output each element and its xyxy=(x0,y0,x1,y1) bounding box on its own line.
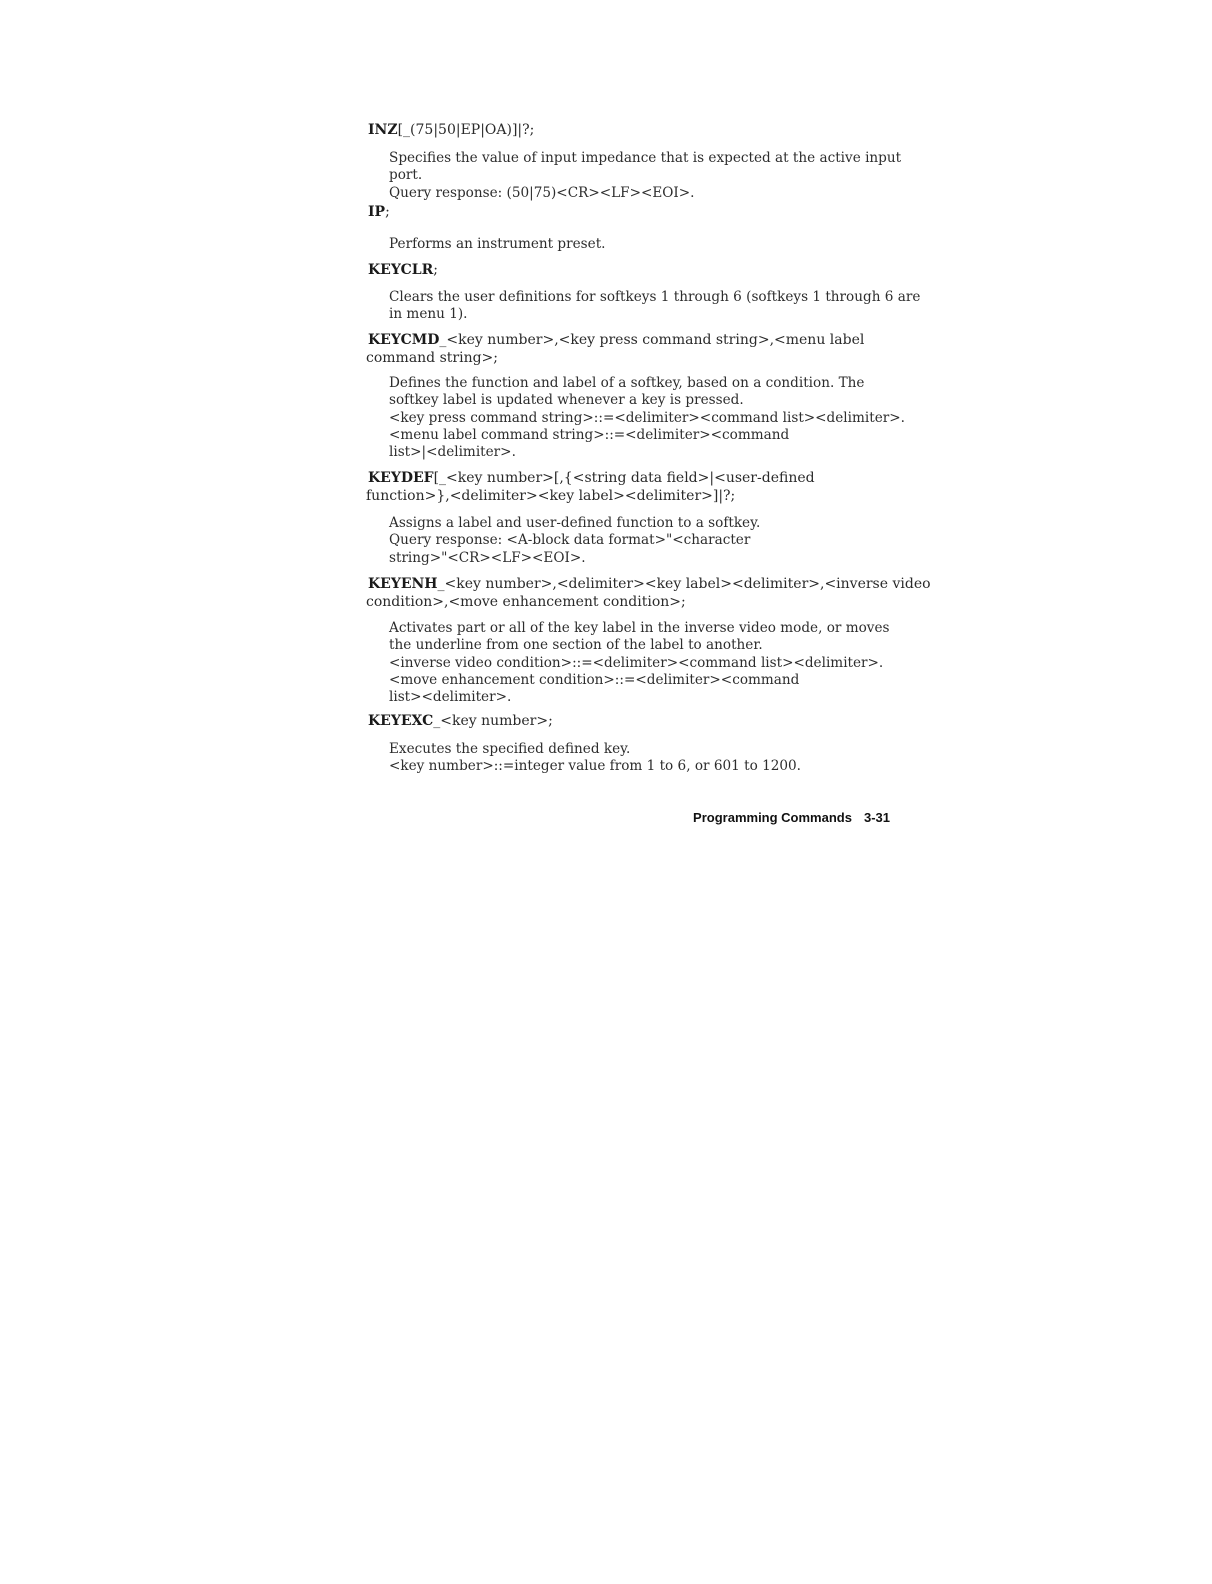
description-line: Assigns a label and user-defined function to a softkey. xyxy=(389,515,761,531)
description-line: list>|<delimiter>. xyxy=(389,444,516,461)
command-name: KEYDEF xyxy=(368,470,434,486)
command-syntax: [_(75|50|EP|OA)]|?; xyxy=(397,122,535,138)
command-name: KEYEXC xyxy=(368,713,434,729)
description-line: list><delimiter>. xyxy=(389,689,512,706)
command-syntax: [_<key number>[,{<string data field>|<user-defined xyxy=(433,470,815,486)
description-line: the underline from one section of the label to another. xyxy=(389,637,763,654)
command-heading-keycmd xyxy=(368,332,898,367)
command-syntax: _<key number>,<key press command string>,<menu label xyxy=(439,332,865,348)
command-name: KEYCMD xyxy=(368,332,440,348)
description-line: Activates part or all of the key label in the inverse video mode, or moves xyxy=(389,620,890,636)
command-name: KEYENH xyxy=(368,576,438,592)
footer-section-title: Programming Commands xyxy=(693,810,852,825)
description-line: Query response: (50|75)<CR><LF><EOI>. xyxy=(389,184,695,201)
command-syntax-continued: condition>,<move enhancement condition>; xyxy=(366,593,686,610)
command-syntax: ; xyxy=(385,204,390,220)
command-description-keyclr xyxy=(389,289,921,324)
description-line: <key number>::=integer value from 1 to 6, or 601 to 1200. xyxy=(389,758,801,775)
command-heading-keyenh xyxy=(366,576,931,611)
description-line: Executes the specified defined key. xyxy=(389,741,631,757)
description-line: softkey label is updated whenever a key is pressed. xyxy=(389,392,744,409)
command-syntax: _<key number>; xyxy=(433,713,553,729)
description-line: in menu 1). xyxy=(389,306,468,323)
command-heading-keydef xyxy=(368,470,898,505)
command-description-keyexc xyxy=(389,741,899,776)
description-line: <inverse video condition>::=<delimiter><command list><delimiter>. xyxy=(389,654,884,671)
command-heading-inz xyxy=(368,122,898,140)
command-name: INZ xyxy=(368,122,398,138)
command-description-inz xyxy=(389,150,902,202)
description-line: port. xyxy=(389,167,423,184)
description-line: Performs an instrument preset. xyxy=(389,236,606,252)
command-description-keyenh xyxy=(389,620,899,706)
description-line: Clears the user definitions for softkeys 1 through 6 (softkeys 1 through 6 are xyxy=(389,289,921,305)
description-line: Specifies the value of input impedance that is expected at the active input xyxy=(389,150,902,166)
page-number: 3-31 xyxy=(863,810,890,825)
command-syntax-continued: command string>; xyxy=(366,349,499,366)
command-heading-ip xyxy=(368,204,898,222)
command-syntax: ; xyxy=(433,262,438,278)
description-line: <key press command string>::=<delimiter><command list><delimiter>. xyxy=(389,409,905,426)
command-description-keydef xyxy=(389,515,899,567)
command-description-keycmd xyxy=(389,375,905,461)
command-syntax: _<key number>,<delimiter><key label><delimiter>,<inverse video xyxy=(437,576,931,592)
page-footer xyxy=(660,810,890,825)
command-name: IP xyxy=(368,204,386,220)
description-line: Defines the function and label of a softkey, based on a condition. The xyxy=(389,375,865,391)
description-line: <move enhancement condition>::=<delimiter><command xyxy=(389,671,800,688)
command-name: KEYCLR xyxy=(368,262,434,278)
description-line: Query response: <A-block data format>"<character xyxy=(389,532,751,549)
description-line: string>"<CR><LF><EOI>. xyxy=(389,549,586,566)
command-syntax-continued: function>},<delimiter><key label><delimiter>]|?; xyxy=(366,487,736,504)
command-heading-keyexc xyxy=(368,713,898,731)
description-line: <menu label command string>::=<delimiter><command xyxy=(389,426,790,443)
command-description-ip xyxy=(389,236,899,253)
command-heading-keyclr xyxy=(368,262,898,280)
